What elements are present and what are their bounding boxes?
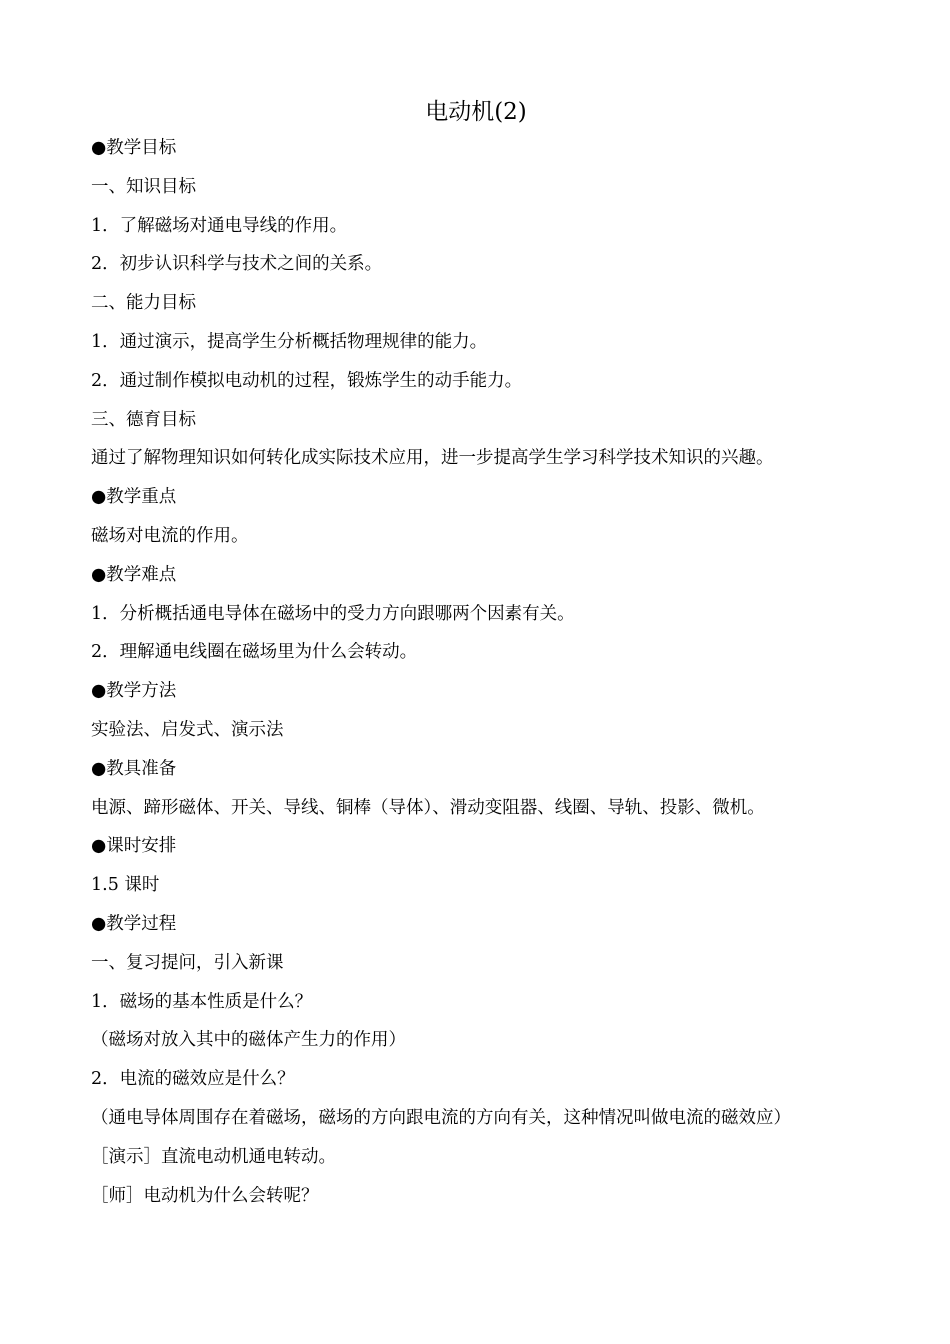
- paragraph-line: 2．通过制作模拟电动机的过程，锻炼学生的动手能力。: [91, 370, 523, 391]
- paragraph-line: 2．电流的磁效应是什么？: [91, 1069, 295, 1090]
- paragraph-line: 1．了解磁场对通电导线的作用。: [91, 215, 348, 236]
- paragraph-line: 2．初步认识科学与技术之间的关系。: [91, 254, 383, 275]
- subsection-heading: 三、德育目标: [91, 409, 196, 430]
- section-heading: ●课时安排: [91, 836, 177, 857]
- document-title: 电动机(2): [425, 99, 527, 125]
- paragraph-line: 1.5 课时: [91, 875, 160, 896]
- paragraph-line: ［师］电动机为什么会转呢？: [91, 1185, 319, 1206]
- subsection-heading: 一、复习提问，引入新课: [91, 952, 284, 973]
- subsection-heading: 一、知识目标: [91, 176, 196, 197]
- paragraph-line: （磁场对放入其中的磁体产生力的作用）: [91, 1030, 406, 1051]
- paragraph-line: 2．理解通电线圈在磁场里为什么会转动。: [91, 642, 418, 663]
- section-heading: ●教具准备: [91, 758, 177, 779]
- paragraph-line: 通过了解物理知识如何转化成实际技术应用，进一步提高学生学习科学技术知识的兴趣。: [91, 448, 774, 469]
- paragraph-line: 实验法、启发式、演示法: [91, 719, 284, 740]
- section-heading: ●教学方法: [91, 681, 177, 702]
- document-body: [91, 136, 860, 1208]
- paragraph-line: （通电导体周围存在着磁场，磁场的方向跟电流的方向有关，这种情况叫做电流的磁效应）: [91, 1107, 791, 1128]
- paragraph-line: ［演示］直流电动机通电转动。: [91, 1146, 336, 1167]
- subsection-heading: 二、能力目标: [91, 293, 196, 314]
- paragraph-line: 磁场对电流的作用。: [91, 525, 249, 546]
- paragraph-line: 电源、蹄形磁体、开关、导线、铜棒（导体）、滑动变阻器、线圈、导轨、投影、微机。: [91, 797, 765, 818]
- paragraph-line: 1．通过演示，提高学生分析概括物理规律的能力。: [91, 331, 488, 352]
- section-heading: ●教学重点: [91, 487, 177, 508]
- section-heading: ●教学难点: [91, 564, 177, 585]
- paragraph-line: 1．分析概括通电导体在磁场中的受力方向跟哪两个因素有关。: [91, 603, 575, 624]
- section-heading: ●教学目标: [91, 138, 177, 158]
- paragraph-line: 1．磁场的基本性质是什么？: [91, 991, 313, 1012]
- section-heading: ●教学过程: [91, 913, 177, 934]
